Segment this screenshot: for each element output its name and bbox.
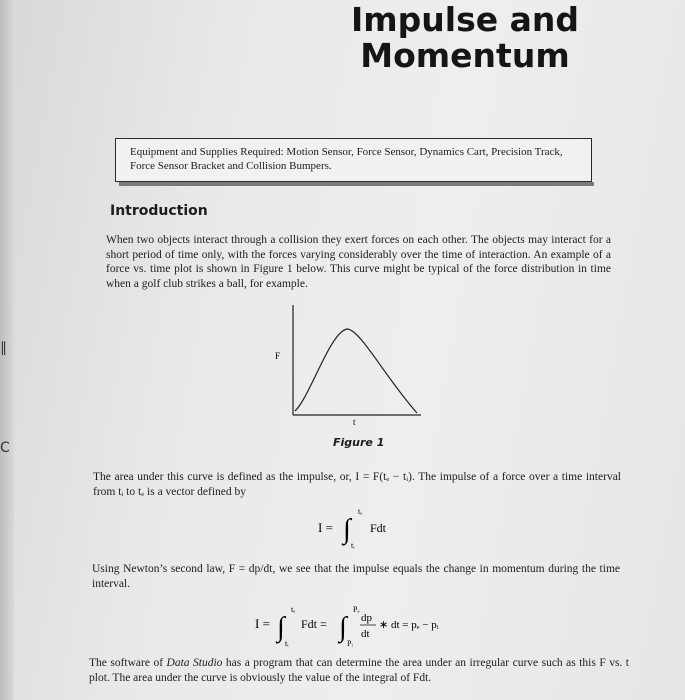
impulse-equation bbox=[318, 504, 428, 552]
eq2-lhs: I = bbox=[255, 616, 270, 631]
impulse-paragraph: The area under this curve is defined as the impulse, or, I = F(tₑ − tᵢ). The impulse of a force over a time interval from tᵢ to tₑ is a vector defined by bbox=[93, 471, 621, 498]
x-axis-label: t bbox=[353, 417, 356, 427]
section-heading: Introduction bbox=[110, 203, 208, 219]
box-shadow bbox=[119, 182, 594, 186]
title-line-2: Momentum bbox=[360, 36, 570, 75]
force-time-figure bbox=[275, 297, 425, 427]
title-line-1: Impulse and bbox=[351, 0, 579, 39]
eq-lhs: I = bbox=[318, 520, 333, 535]
eq2-upper-limit-2: Pₑ bbox=[353, 605, 360, 614]
edge-mark: ∥ bbox=[0, 340, 7, 356]
equipment-box bbox=[115, 138, 592, 182]
software-text-before: The software of bbox=[89, 657, 167, 669]
figure-caption: Figure 1 bbox=[333, 436, 385, 449]
eq2-frac-denominator: dt bbox=[361, 628, 370, 640]
eq2-frac-numerator: dp bbox=[361, 612, 372, 624]
software-name: Data Studio bbox=[166, 657, 223, 669]
page-title bbox=[320, 2, 610, 74]
software-text-after: has a program that can determine the area under an irregular curve such as this F vs. t plot. The area under the curve is obviously the value of the integral of Fdt. bbox=[89, 657, 629, 684]
y-axis-label: F bbox=[275, 351, 281, 361]
intro-paragraph: When two objects interact through a collision they exert forces on each other. The objects may interact for a short period of time only, with the forces varying considerably over the time of interaction. An example of a force vs. time plot is shown in Figure 1 below. This curve might be typical of the force distribution in time when a golf club strikes a ball, for example. bbox=[106, 234, 611, 290]
eq2-tail: ∗ dt = pₑ − pᵢ bbox=[379, 619, 439, 631]
newton-paragraph: Using Newton’s second law, F = dp/dt, we see that the impulse equals the change in momentum during the time interval. bbox=[92, 563, 620, 590]
force-curve bbox=[295, 329, 417, 413]
eq2-upper-limit-1: tₑ bbox=[291, 605, 296, 614]
equipment-text: Equipment and Supplies Required: Motion Sensor, Force Sensor, Dynamics Cart, Precision Track, Force Sensor Bracket and Collision Bumpers. bbox=[130, 146, 563, 172]
eq2-lower-limit-1: tᵢ bbox=[285, 639, 289, 648]
edge-mark: C bbox=[0, 440, 10, 456]
integral-sign-icon: ∫ bbox=[343, 514, 351, 545]
software-paragraph bbox=[89, 656, 629, 685]
integral-sign-icon: ∫ bbox=[277, 612, 285, 643]
eq2-lower-limit-2: Pᵢ bbox=[347, 639, 353, 648]
eq2-integrand-1: Fdt = bbox=[301, 617, 327, 631]
integral-sign-icon: ∫ bbox=[339, 612, 347, 643]
eq-integrand: Fdt bbox=[370, 521, 387, 535]
eq-upper-limit: tₑ bbox=[358, 507, 363, 516]
eq-lower-limit: tᵢ bbox=[351, 541, 355, 550]
impulse-momentum-equation bbox=[255, 604, 475, 652]
